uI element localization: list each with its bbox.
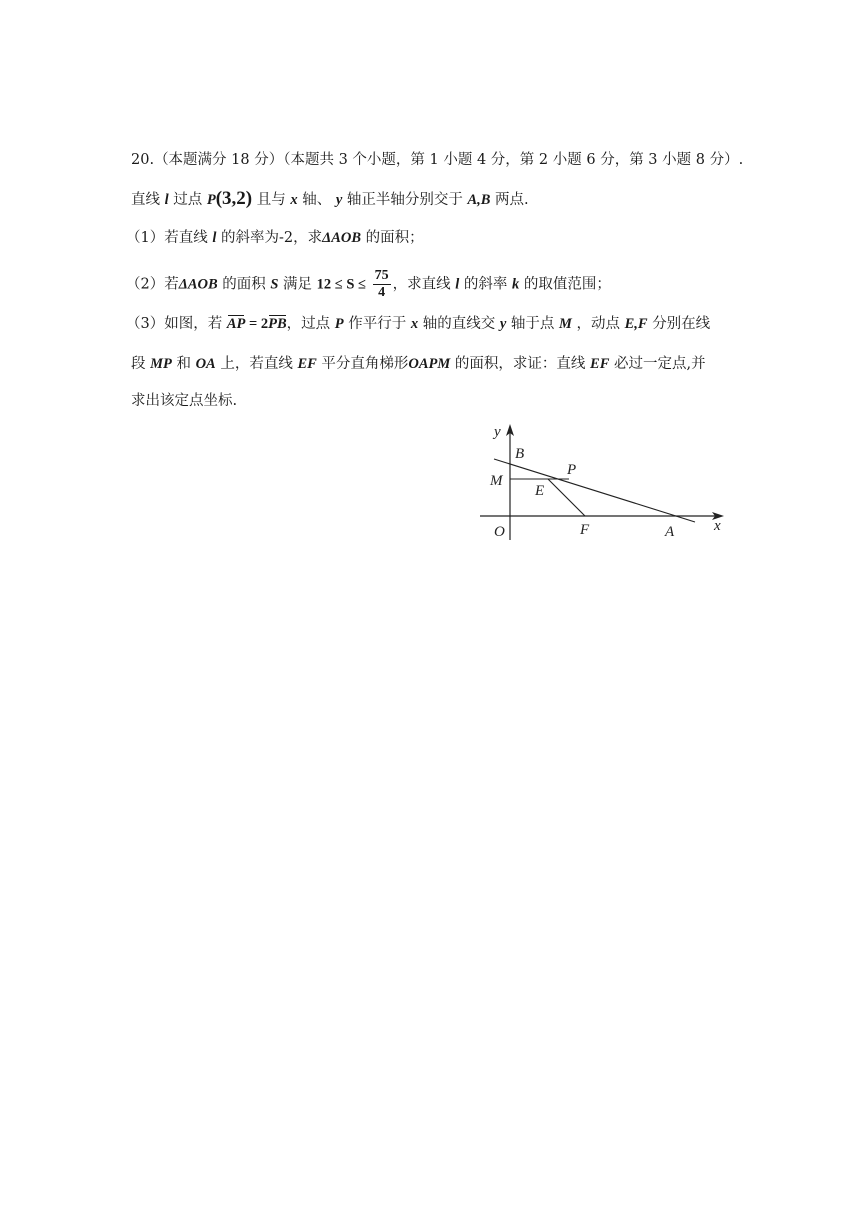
- label-F: F: [580, 522, 590, 538]
- fraction-denominator: 4: [378, 285, 386, 300]
- problem-score-info: （本题满分 18 分）（本题共 3 个小题，第 1 小题 4 分，第 2 小题 6 分，第 3 小题 8 分）.: [154, 152, 744, 168]
- fraction-numerator: 75: [374, 268, 389, 283]
- question-1: [126, 228, 424, 248]
- text: ，动点: [576, 316, 620, 332]
- problem-number: 20.: [131, 152, 155, 168]
- math-k: k: [511, 276, 520, 293]
- text: 求出该定点坐标.: [131, 393, 238, 409]
- text: （3）如图，若: [126, 316, 223, 332]
- vector-PB: PB: [268, 316, 287, 332]
- text: 轴于点: [510, 316, 555, 332]
- text: 段: [131, 356, 146, 372]
- label-E: E: [535, 483, 545, 499]
- text: 轴正半轴分别交于: [346, 192, 463, 208]
- segment-EF: [548, 479, 585, 516]
- text: （1）若直线: [126, 230, 208, 246]
- problem-intro: [131, 189, 529, 210]
- text: 分别在线: [652, 316, 711, 332]
- math-l: l: [455, 276, 460, 293]
- math-y: y: [335, 192, 343, 208]
- text: 的斜率为-2，求: [220, 230, 323, 246]
- label-O: O: [494, 524, 505, 540]
- text: 两点.: [495, 192, 529, 208]
- math-EF: EF: [297, 356, 317, 372]
- label-B: B: [515, 446, 525, 462]
- math-S: S: [270, 276, 279, 293]
- math-AB: A,B: [467, 192, 491, 208]
- math-triangle: ΔAOB: [178, 276, 218, 293]
- text: 轴、: [302, 192, 332, 208]
- geometry-figure: [478, 418, 738, 543]
- text: 平分直角梯形: [321, 356, 409, 372]
- math-l: l: [212, 230, 217, 246]
- math-M: M: [558, 316, 572, 332]
- math-MP: MP: [150, 356, 172, 372]
- math-y: y: [499, 316, 507, 332]
- math-triangle: ΔAOB: [322, 230, 362, 246]
- label-x: x: [714, 518, 721, 534]
- math-l: l: [164, 192, 169, 208]
- text: 的面积；: [365, 230, 424, 246]
- label-P: P: [567, 462, 577, 478]
- math-inequality: 12 ≤ S ≤: [316, 276, 367, 293]
- text: 必过一定点,并: [613, 356, 706, 372]
- text: 的取值范围；: [523, 276, 611, 293]
- text: 作平行于: [348, 316, 407, 332]
- math-EF: EF: [590, 356, 610, 372]
- math-P: P: [206, 192, 216, 208]
- question-2: [126, 268, 611, 301]
- label-y: y: [494, 424, 501, 440]
- question-3-line-2: [131, 354, 706, 374]
- math-equals: = 2: [245, 316, 269, 332]
- math-OA: OA: [195, 356, 216, 372]
- text: 的面积，求证：直线: [454, 356, 586, 372]
- text: 且与: [256, 192, 286, 208]
- question-3-line-3: [131, 391, 237, 411]
- math-OAPM: OAPM: [408, 356, 451, 372]
- text: 上，若直线: [220, 356, 293, 372]
- text: 和: [176, 356, 191, 372]
- text: （2）若: [126, 276, 179, 293]
- text: 过点: [173, 192, 203, 208]
- text: ，过点: [286, 316, 331, 332]
- text: ，求直线: [392, 276, 451, 293]
- text: 的斜率: [463, 276, 508, 293]
- math-EF: E,F: [624, 316, 648, 332]
- vector-AP: AP: [226, 316, 246, 332]
- text: 的面积: [222, 276, 266, 293]
- math-point: (3,2): [215, 188, 253, 209]
- text: 满足: [283, 276, 313, 293]
- label-M: M: [490, 473, 503, 489]
- math-fraction: [373, 268, 391, 301]
- math-x: x: [410, 316, 419, 332]
- text: 直线: [131, 192, 160, 208]
- label-A: A: [665, 524, 675, 540]
- math-P: P: [334, 316, 344, 332]
- question-3: [126, 314, 710, 334]
- text: 轴的直线交: [422, 316, 496, 332]
- math-x: x: [290, 192, 298, 208]
- line-l: [494, 459, 695, 522]
- problem-header: [131, 150, 743, 170]
